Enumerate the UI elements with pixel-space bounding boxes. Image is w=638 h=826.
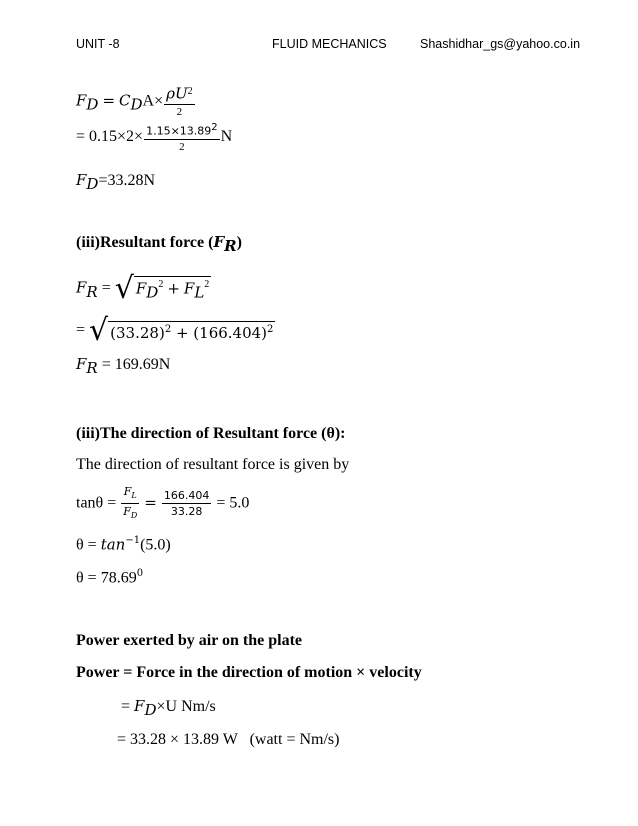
power-formula-statement: Power = Force in the direction of motion × velocity [76,664,422,681]
theta-value: θ = 78.69 [76,569,137,587]
plus-sign: + [167,279,180,298]
subscript-l: L [131,491,137,501]
equals-sign: = [76,321,86,339]
drag-force-substitution [76,120,232,155]
denominator: 2 [176,105,183,118]
heading-close: ) [236,234,242,251]
exponent: 2 [187,86,193,97]
direction-description: The direction of resultant force is given by [76,456,350,473]
symbol-f: F [183,279,195,298]
exponent: 2 [164,323,172,335]
term-a: (33.28) [110,323,165,342]
exponent: 2 [158,279,164,291]
resultant-substitution [76,313,275,348]
exponent: −1 [125,535,141,546]
symbol-f: F [135,279,147,298]
degree-superscript: 0 [136,568,144,579]
result-value: = 169.69N [101,356,171,373]
subscript-r: R [86,359,98,378]
symbol-f: F [76,171,87,189]
section-heading-direction: (iii)The direction of Resultant force (θ): [76,425,346,442]
theta-result [76,568,143,587]
resultant-result [76,355,170,377]
substitution-prefix: = 0.15×2× [76,128,144,145]
section-heading-power: Power exerted by air on the plate [76,632,303,649]
equals-sign: = [144,493,157,512]
fraction [164,84,194,120]
theta-inverse-tan [76,535,171,554]
power-rest: ×U Nm/s [156,698,216,715]
equals-sign: = [102,91,116,110]
equals-prefix: = [121,698,135,715]
function-name: tan [100,535,126,554]
tan-theta-prefix: tanθ = [76,494,117,512]
numerator: ρU [166,84,188,103]
header-subject: FLUID MECHANICS [272,37,387,51]
radical-icon: √ [89,313,109,348]
symbol-f: F [213,233,225,251]
subscript-d: D [86,95,99,114]
exponent: 2 [211,122,218,133]
symbol-f: F [134,697,145,715]
result-value: = 5.0 [216,494,250,512]
unit: N [220,128,233,145]
square-root [89,313,275,348]
subscript-r: R [224,237,237,256]
radical-icon: √ [114,271,134,306]
header-unit: UNIT -8 [76,37,120,51]
heading-text: (iii)Resultant force ( [76,234,214,251]
numerator: 1.15×13.89 [146,124,212,138]
subscript-d: D [86,175,99,194]
section-heading-resultant-force [76,233,242,255]
subscript-l: L [194,283,205,302]
argument: (5.0) [140,536,171,554]
symbol-f: F [76,355,87,373]
denominator: 2 [179,140,185,153]
subscript-d: D [130,511,138,521]
theta-prefix: θ = [76,536,101,554]
square-root [114,271,212,306]
area-times: A× [142,92,164,110]
header-email: Shashidhar_gs@yahoo.co.in [420,37,581,51]
power-substitution: = 33.28 × 13.89 W (watt = Nm/s) [117,731,340,748]
numerator: 166.404 [163,489,210,503]
power-formula [121,697,216,719]
subscript-d: D [146,283,159,302]
symbol-f: F [123,505,131,519]
denominator: 33.28 [170,505,203,519]
symbol-f: F [76,91,87,110]
symbol-c: C [119,91,131,110]
resultant-formula [76,271,211,306]
plus-sign: + [171,323,194,342]
fraction-values [162,488,212,519]
equals-sign: = [101,279,111,297]
term-b: (166.404) [193,323,268,342]
tan-theta-formula [76,484,249,523]
drag-force-result [76,171,155,193]
symbol-f: F [123,485,132,498]
subscript-r: R [86,282,98,301]
drag-force-formula [76,84,196,120]
exponent: 2 [267,323,274,335]
subscript-d: D [144,701,157,720]
result-value: =33.28N [98,172,156,189]
fraction-fl-fd [121,484,139,523]
fraction [144,120,220,155]
symbol-f: F [76,278,87,297]
subscript-d: D [130,95,143,114]
exponent: 2 [204,279,210,291]
